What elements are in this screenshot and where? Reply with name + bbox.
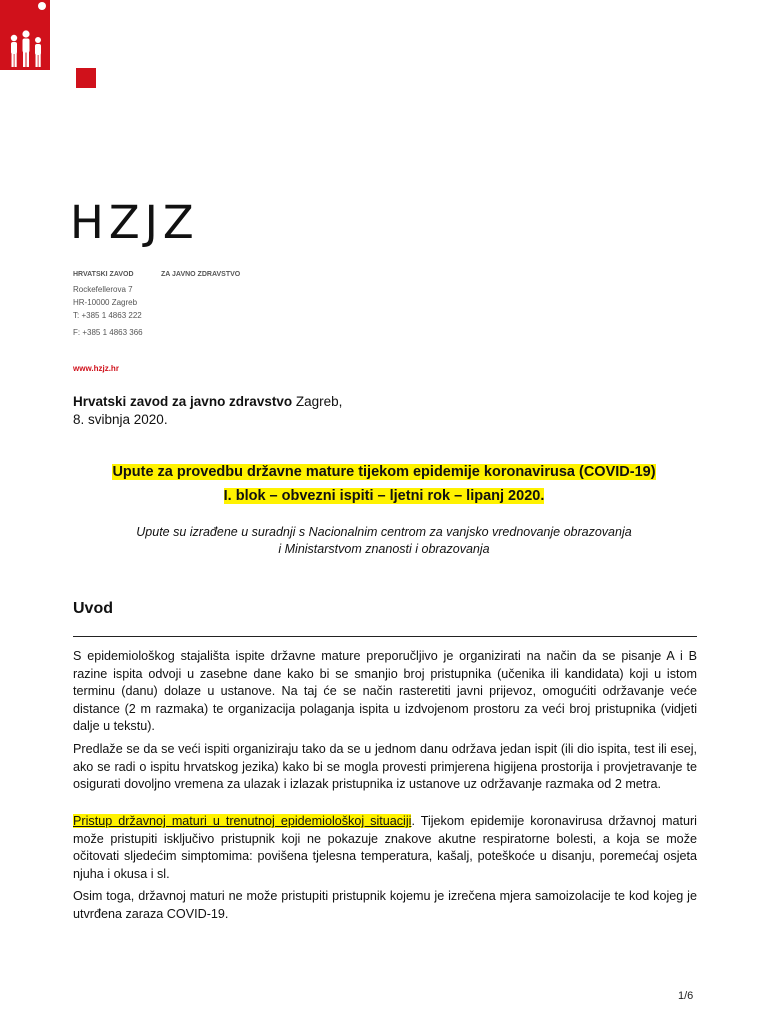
subtitle-line1: Upute su izrađene u suradnji s Nacionalnim centrom za vanjsko vrednovanje obrazovanja [136,525,632,539]
brand-name: HZJZ [70,196,199,249]
paragraph-3-text: . Tijekom epidemije koronavirusa državnoj maturi može pristupiti isključivo pristupnik koji ne pokazuje znakove akutne respiratorne bolesti, a koja se može očitovati sljedećim simptomima: povišena tjelesna temperatura, kašalj, poteškoće u disanju, poremećaj osjeta njuha i okusa i sl. [73,814,697,881]
subtitle-line2: i Ministarstvom znanosti i obrazovanja [278,542,490,556]
org-web-link[interactable]: www.hzjz.hr [73,364,119,373]
section-heading: Uvod [73,600,113,617]
document-subtitle [73,524,695,558]
paragraph-4: Osim toga, državnoj maturi ne može pristupiti pristupnik kojemu je izrečena mjera samoizolacije te kod kojeg je utvrđena zaraza COVID-19. [73,889,697,921]
org-street: Rockefellerova 7 [73,285,133,294]
org-phone: T: +385 1 4863 222 [73,311,142,320]
org-name-right: ZA JAVNO ZDRAVSTVO [161,271,241,278]
section-divider [73,636,697,637]
hzjz-people-logo-icon [0,0,50,70]
paragraph-2: Predlaže se da se veći ispiti organiziraju tako da se u jednom danu održava jedan ispit (ili dio ispita, test ili esej, ako se radi o ispitu hrvatskog jezika) kako bi se mogla provesti primjerena higijena prostorija i provjetravanje te osigurati dovoljno vremena za ulazak i izlazak pristupnika iz ustanove uz održavanje razmaka od 2 metra. [73,742,697,791]
page-number: 1/6 [678,990,694,1002]
sender-block [73,393,342,429]
org-fax: F: +385 1 4863 366 [73,328,143,337]
sender-name: Hrvatski zavod za javno zdravstvo [73,394,293,409]
document-title-line2 [73,485,695,508]
title-line1-text: Upute za provedbu državne mature tijekom epidemije koronavirusa (COVID-19) [112,464,656,480]
org-city: HR-10000 Zagreb [73,298,138,307]
org-name-left: HRVATSKI ZAVOD [73,271,134,278]
sender-city: Zagreb, [292,394,343,409]
sender-date: 8. svibnja 2020. [73,412,168,427]
title-line2-text: I. blok – obvezni ispiti – ljetni rok – lipanj 2020. [223,488,545,504]
document-title-line1 [73,461,695,484]
paragraph-3 [73,813,697,883]
paragraph-3-highlight: Pristup državnoj maturi u trenutnoj epidemiološkoj situaciji [73,814,412,828]
red-square-icon [76,68,96,88]
paragraph-1: S epidemiološkog stajališta ispite državne mature preporučljivo je organizirati na način da se pisanje A i B razine ispita odvoji u zasebne dane kako bi se smanjio broj pristupnika (učenika ili kandidata) koji u istom terminu (danu) dolaze u ustanove. Na taj će se način rasteretiti javni prijevoz, omogućiti održavanje veće distance (2 m razmaka) te organizacija polaganja ispita u izdvojenom prostoru za veći broj pristupnika (vidjeti dalje u tekstu). [73,649,697,733]
